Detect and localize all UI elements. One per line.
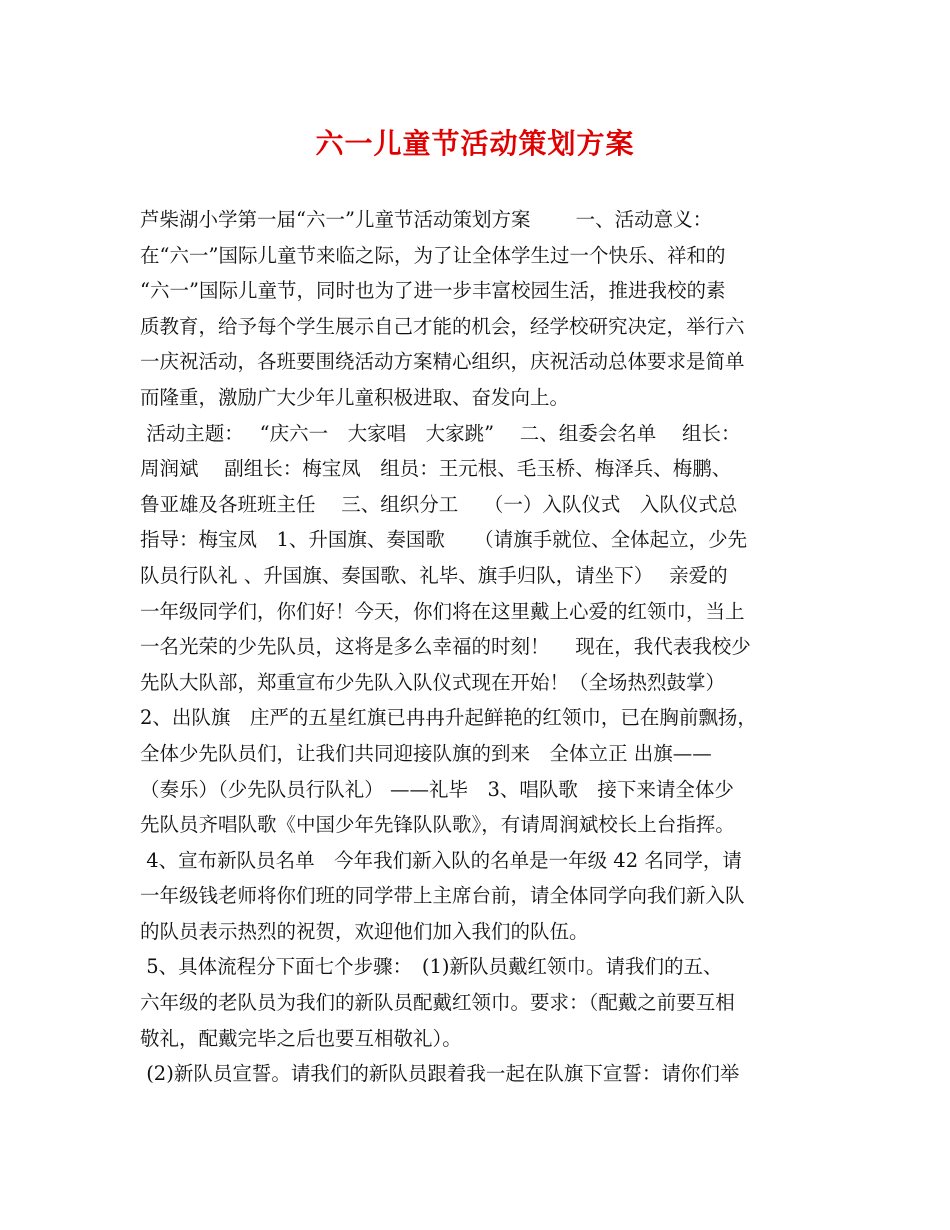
body-line: 先队大队部，郑重宣布少先队入队仪式现在开始！（全场热烈鼓掌）	[140, 670, 726, 694]
body-line: 先队员齐唱队歌《中国少年先锋队队歌》，有请周润斌校长上台指挥。	[140, 813, 735, 837]
body-line: “六一”国际儿童节，同时也为了进一步丰富校园生活，推进我校的素	[140, 279, 726, 303]
body-line: 2、出队旗 庄严的五星红旗已冉冉升起鲜艳的红领巾，已在胸前飘扬，	[140, 706, 757, 730]
body-line: （奏乐）（少先队员行队礼） ——礼毕 3、唱队歌 接下来请全体少	[140, 777, 734, 801]
body-line: 指导：梅宝凤 1、升国旗、奏国歌 （请旗手就位、全体起立，少先	[140, 528, 748, 552]
body-line: 活动主题： “庆六一 大家唱 大家跳” 二、组委会名单 组长：	[140, 421, 741, 445]
body-line: 敬礼，配戴完毕之后也要互相敬礼）。	[140, 1026, 462, 1050]
body-line: 全体少先队员们，让我们共同迎接队旗的到来 全体立正 出旗——	[140, 741, 712, 765]
body-line: 的队员表示热烈的祝贺，欢迎他们加入我们的队伍。	[140, 919, 589, 943]
body-line: 一庆祝活动，各班要围绕活动方案精心组织，庆祝活动总体要求是简单	[140, 350, 745, 374]
body-line: 一名光荣的少先队员，这将是多么幸福的时刻！ 现在，我代表我校少	[140, 635, 751, 659]
document-title: 六一儿童节活动策划方案	[315, 127, 635, 160]
body-line: 4、宣布新队员名单 今年我们新入队的名单是一年级 42 名同学，请	[140, 848, 742, 872]
body-line: 质教育，给予每个学生展示自己才能的机会，经学校研究决定，举行六	[140, 314, 745, 338]
body-line: 在“六一”国际儿童节来临之际，为了让全体学生过一个快乐、祥和的	[140, 243, 726, 267]
body-line: 队员行队礼 、升国旗、奏国歌、礼毕、旗手归队，请坐下） 亲爱的	[140, 563, 728, 587]
body-line: 芦柴湖小学第一届“六一”儿童节活动策划方案 一、活动意义：	[140, 208, 713, 231]
body-line: 一年级同学们，你们好！今天，你们将在这里戴上心爱的红领巾，当上	[140, 599, 745, 623]
body-line: 鲁亚雄及各班班主任 三、组织分工 （一）入队仪式 入队仪式总	[140, 492, 738, 516]
body-line: (2)新队员宣誓。请我们的新队员跟着我一起在队旗下宣誓：请你们举	[140, 1062, 740, 1086]
body-line: 周润斌 副组长：梅宝凤 组员：王元根、毛玉桥、梅泽兵、梅鹏、	[140, 457, 732, 481]
body-line: 六年级的老队员为我们的新队员配戴红领巾。要求：（配戴之前要互相	[140, 991, 735, 1015]
body-line: 一年级钱老师将你们班的同学带上主席台前，请全体同学向我们新入队	[140, 884, 745, 908]
document-body	[140, 202, 830, 1092]
body-line: 5、具体流程分下面七个步骤： (1)新队员戴红领巾。请我们的五、	[140, 955, 723, 979]
body-line: 而隆重，激励广大少年儿童积极进取、奋发向上。	[140, 385, 570, 409]
